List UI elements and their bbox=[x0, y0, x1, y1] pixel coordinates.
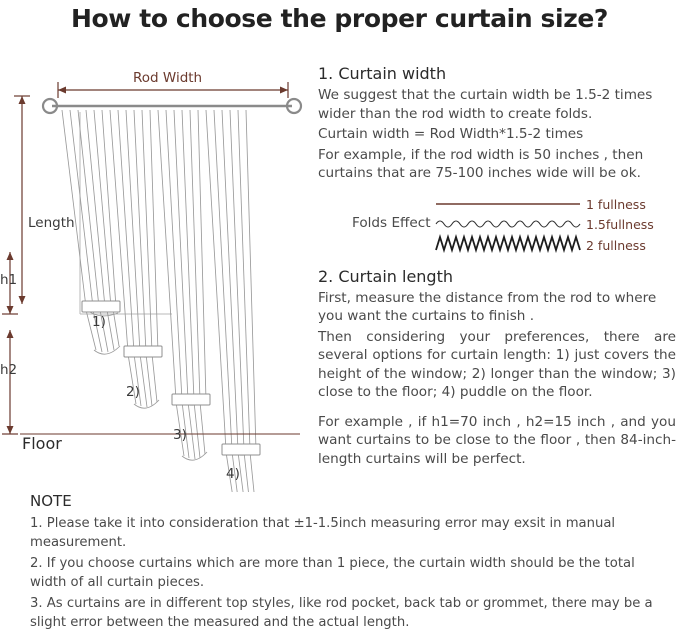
section-2-heading: 2. Curtain length bbox=[318, 266, 453, 286]
folds-waveforms-svg bbox=[434, 193, 584, 253]
note-item-3: 3. As curtains are in different top styles, like rod pocket, back tab or grommet, there may be a slight error between the measured and the actual length. bbox=[30, 596, 653, 630]
page-title: How to choose the proper curtain size? bbox=[70, 4, 609, 33]
section-1-heading: 1. Curtain width bbox=[318, 64, 447, 83]
folds-effect-diagram bbox=[318, 193, 676, 255]
note-item-1: 1. Please take it into consideration that ±1-1.5inch measuring error may exsit in manual measurement. bbox=[30, 516, 616, 550]
section-1-formula: Curtain width = Rod Width*1.5-2 times bbox=[318, 126, 584, 142]
section-curtain-width bbox=[318, 64, 676, 183]
callout-4: 4) bbox=[226, 466, 240, 482]
note-block bbox=[30, 492, 670, 634]
section-2-paragraph-3: For example , if h1=70 inch , h2=15 inch , and you want curtains to be close to the floor , then 84-inch-length curtains will be perfect. bbox=[318, 413, 676, 467]
instructions-column bbox=[318, 64, 676, 470]
fold-caption-3: 2 fullness bbox=[586, 237, 646, 253]
folds-effect-label: Folds Effect bbox=[352, 214, 431, 231]
rod-width-label: Rod Width bbox=[133, 70, 203, 86]
note-heading: NOTE bbox=[30, 492, 72, 510]
section-1-paragraph-1: We suggest that the curtain width be 1.5-2 times wider than the rod width to create folds. bbox=[318, 87, 653, 122]
h2-label: h2 bbox=[0, 362, 18, 378]
callout-1: 1) bbox=[92, 314, 106, 330]
h1-label: h1 bbox=[0, 272, 18, 288]
curtain-rod bbox=[43, 99, 301, 113]
callout-3: 3) bbox=[173, 427, 187, 443]
curtain-illustration-svg bbox=[0, 52, 312, 492]
callout-2: 2) bbox=[126, 384, 140, 400]
note-item-2: 2. If you choose curtains which are more than 1 piece, the curtain width should be the total width of all curtain pieces. bbox=[30, 556, 635, 590]
section-1-paragraph-2: For example, if the rod width is 50 inches , then curtains that are 75-100 inches wide will be ok. bbox=[318, 146, 644, 181]
fold-caption-1: 1 fullness bbox=[586, 196, 646, 212]
section-curtain-length bbox=[318, 267, 676, 469]
fold-caption-2: 1.5fullness bbox=[586, 216, 654, 232]
length-label: Length bbox=[28, 215, 75, 231]
floor-label: Floor bbox=[22, 434, 62, 453]
section-2-paragraph-2: Then considering your preferences, there are several options for curtain length: 1) just covers the height of the window; 2) longer than the window; 3) close to the floor; 4) puddle on the floor. bbox=[318, 328, 676, 400]
section-2-paragraph-1: First, measure the distance from the rod to where you want the curtains to finish . bbox=[318, 289, 657, 324]
curtain-diagram bbox=[0, 52, 312, 492]
